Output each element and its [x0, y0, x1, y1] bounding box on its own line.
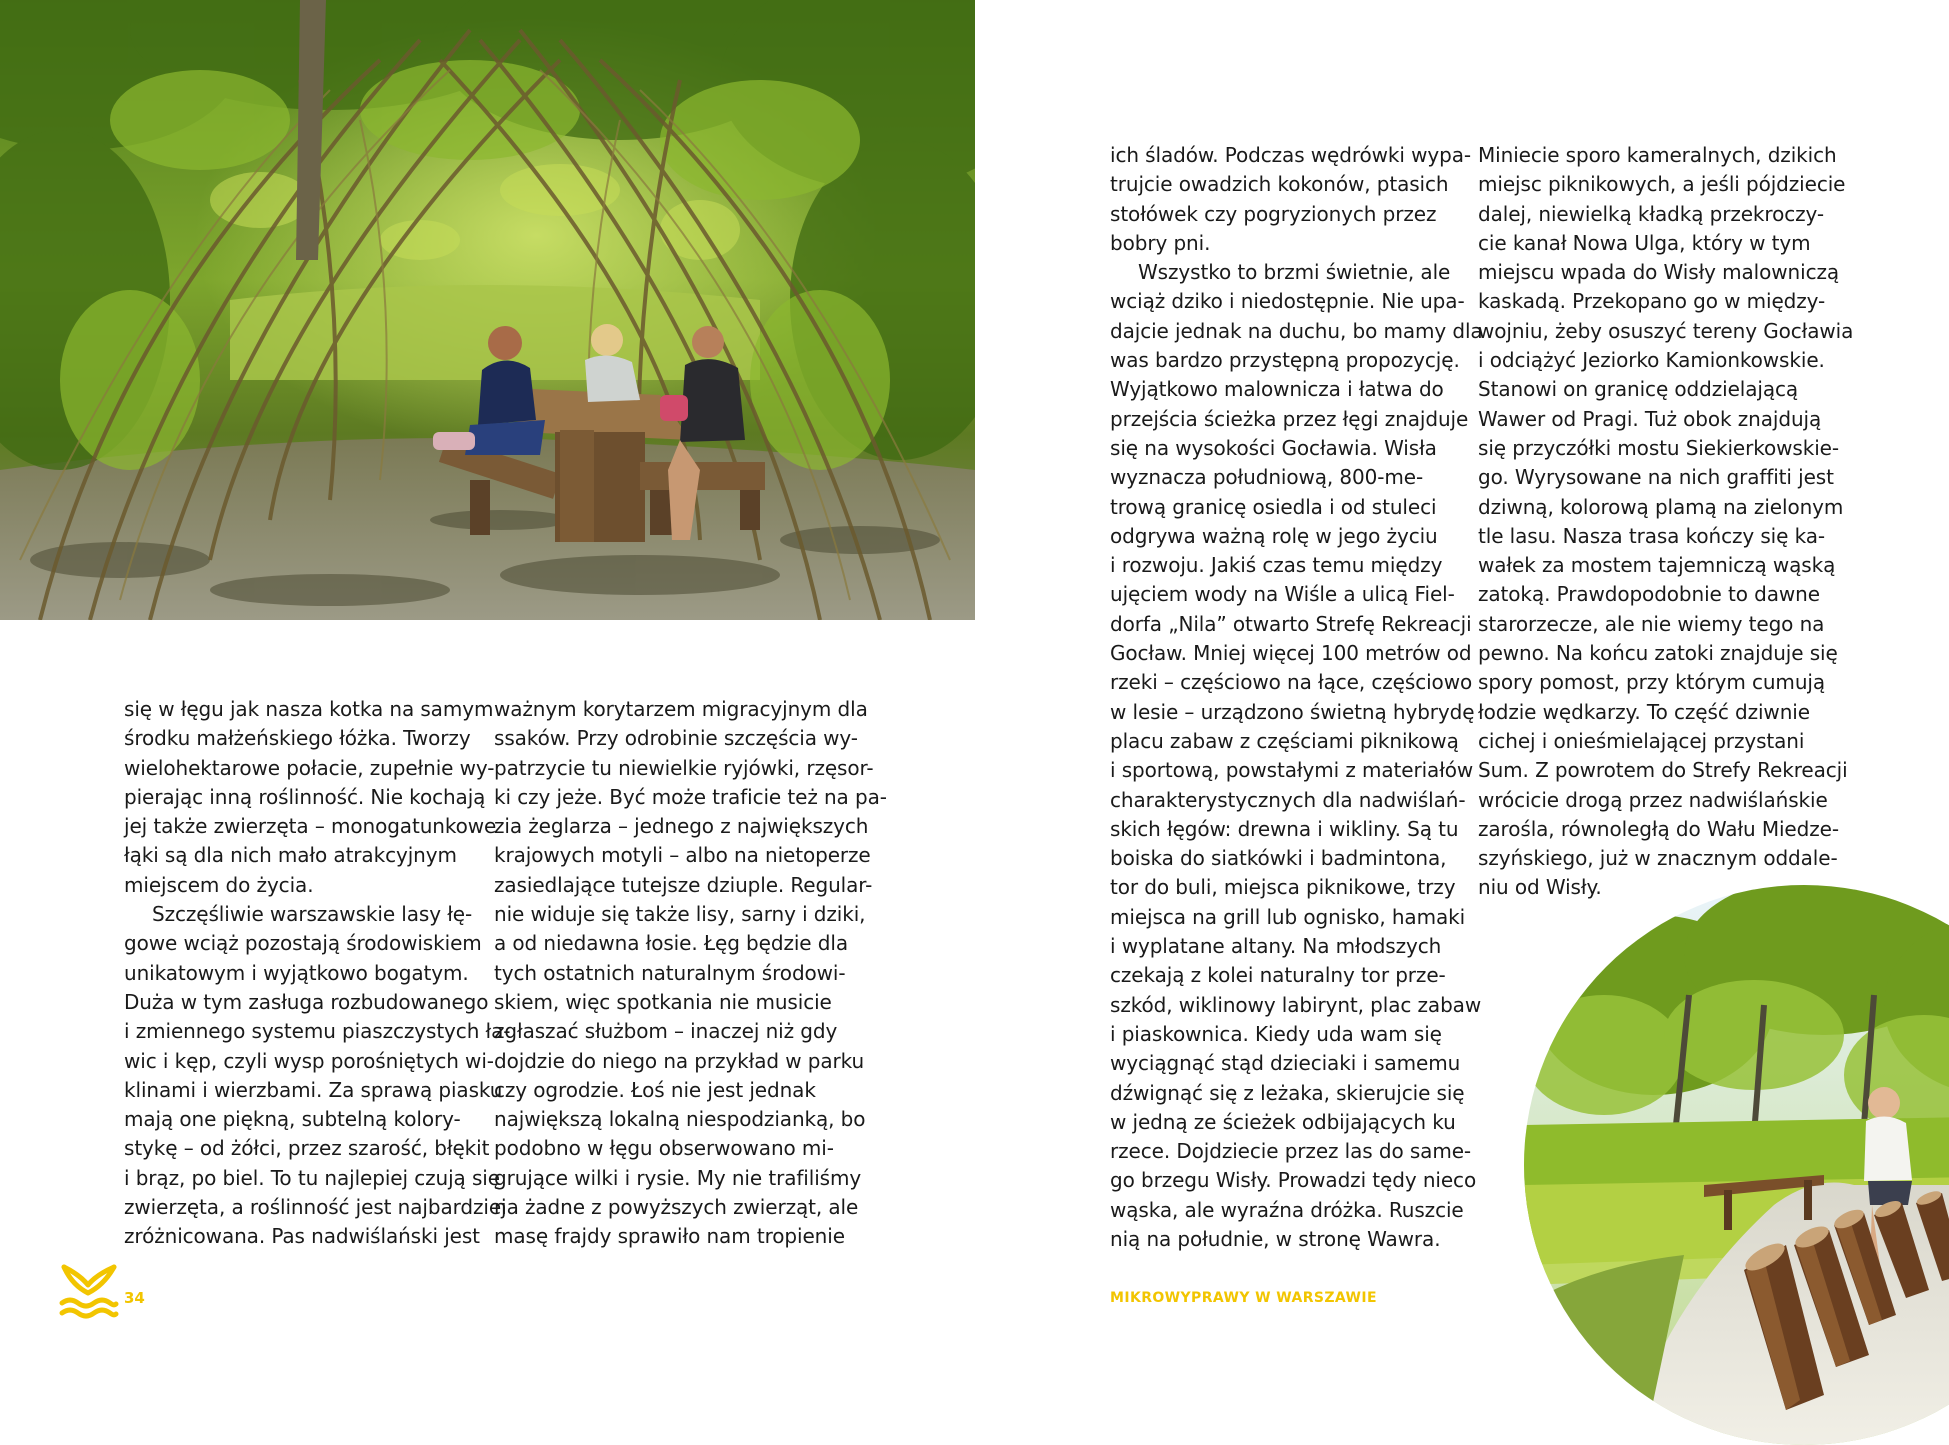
text-line: patrzycie tu niewielkie ryjówki, rzęsor- — [494, 755, 874, 780]
text-line: i piaskownica. Kiedy uda wam się — [1110, 1021, 1442, 1046]
text-line: dźwignąć się z leżaka, skierujcie się — [1110, 1080, 1465, 1105]
text-line: wałek za mostem tajemniczą wąską — [1478, 553, 1836, 578]
catfish-tail-waves-icon — [58, 1263, 120, 1323]
text-line: Wyjątkowo malownicza i łatwa do — [1110, 377, 1444, 402]
text-line: dorfa „Nila” otwarto Strefę Rekreacji — [1110, 611, 1472, 636]
text-line: masę frajdy sprawiło nam tropienie — [494, 1224, 845, 1249]
text-line: tych ostatnich naturalnym środowi- — [494, 960, 846, 985]
text-line: go. Wyrysowane na nich graffiti jest — [1478, 465, 1834, 490]
text-line: wojniu, żeby osuszyć tereny Gocławia — [1478, 318, 1854, 343]
text-line: łodzie wędkarzy. To część dziwnie — [1478, 699, 1810, 724]
text-line: największą lokalną niespodzianką, bo — [494, 1107, 866, 1132]
text-line: i rozwoju. Jakiś czas temu między — [1110, 553, 1443, 578]
text-line: nie widuje się także lisy, sarny i dziki, — [494, 902, 866, 927]
text-line: się przyczółki mostu Siekierkowskie- — [1478, 435, 1839, 460]
text-line: miejscu wpada do Wisły malowniczą — [1478, 260, 1840, 285]
text-column-2 — [494, 695, 887, 1252]
text-line: Wawer od Pragi. Tuż obok znajdują — [1478, 406, 1822, 431]
text-column-1 — [124, 695, 511, 1252]
text-line: stołówek czy pogryzionych przez — [1110, 201, 1437, 226]
text-line: wrócicie drogą przez nadwiślańskie — [1478, 787, 1828, 812]
text-line: cie kanał Nowa Ulga, który w tym — [1478, 230, 1811, 255]
text-line: wielohektarowe połacie, zupełnie wy- — [124, 755, 495, 780]
text-line: na żadne z powyższych zwierząt, ale — [494, 1195, 859, 1220]
text-line: klinami i wierzbami. Za sprawą piasku — [124, 1077, 503, 1102]
text-line: zróżnicowana. Pas nadwiślański jest — [124, 1224, 480, 1249]
text-column-3 — [1110, 141, 1483, 1254]
willow-gazebo-picnic-photo — [0, 0, 975, 620]
text-line: skiem, więc spotkania nie musicie — [494, 989, 832, 1014]
text-line: bobry pni. — [1110, 230, 1211, 255]
text-line: zwierzęta, a roślinność jest najbardziej — [124, 1195, 507, 1220]
text-line: wic i kęp, czyli wysp porośniętych wi- — [124, 1048, 494, 1073]
text-line: się w łęgu jak nasza kotka na samym — [124, 697, 494, 721]
text-line: rzeki – częściowo na łące, częściowo — [1110, 670, 1473, 695]
text-line: szkód, wiklinowy labirynt, plac zabaw — [1110, 992, 1482, 1017]
text-line: tle lasu. Nasza trasa kończy się ka- — [1478, 523, 1825, 548]
text-line: przejścia ścieżka przez łęgi znajduje — [1110, 406, 1469, 431]
text-line: wciąż dziko i niedostępnie. Nie upa- — [1110, 289, 1465, 314]
text-line: Szczęśliwie warszawskie lasy łę- — [152, 902, 473, 927]
text-line: dziwną, kolorową plamą na zielonym — [1478, 494, 1844, 519]
text-line: go brzegu Wisły. Prowadzi tędy nieco — [1110, 1168, 1477, 1193]
text-line: gowe wciąż pozostają środowiskiem — [124, 931, 482, 956]
text-line: grujące wilki i rysie. My nie trafiliśmy — [494, 1165, 862, 1190]
text-line: niu od Wisły. — [1478, 875, 1602, 900]
page-number: 34 — [124, 1289, 145, 1307]
text-line: Duża w tym zasługa rozbudowanego — [124, 989, 489, 1014]
text-line: i sportową, powstałymi z materiałów — [1110, 758, 1474, 783]
text-line: dajcie jednak na duchu, bo mamy dla — [1110, 318, 1483, 343]
text-column-4 — [1478, 141, 1854, 903]
text-line: dojdzie do niego na przykład w parku — [494, 1048, 865, 1073]
text-line: pierając inną roślinność. Nie kochają — [124, 784, 486, 809]
text-line: tor do buli, miejsca piknikowe, trzy — [1110, 875, 1456, 900]
text-line: czekają z kolei naturalny tor prze- — [1110, 963, 1446, 988]
text-line: podobno w łęgu obserwowano mi- — [494, 1136, 834, 1161]
text-line: miejsca na grill lub ognisko, hamaki — [1110, 904, 1466, 929]
text-line: miejscem do życia. — [124, 872, 314, 897]
text-line: Gocław. Mniej więcej 100 metrów od — [1110, 641, 1472, 666]
text-line: wyznacza południową, 800-me- — [1110, 465, 1424, 490]
text-line: trujcie owadzich kokonów, ptasich — [1110, 172, 1449, 197]
text-line: zatoką. Prawdopodobnie to dawne — [1478, 582, 1820, 607]
text-line: Wszystko to brzmi świetnie, ale — [1138, 260, 1451, 285]
text-line: pewno. Na końcu zatoki znajduje się — [1478, 641, 1838, 666]
text-line: odgrywa ważną rolę w jego życiu — [1110, 523, 1438, 548]
text-line: mają one piękną, subtelną kolory- — [124, 1107, 461, 1132]
text-line: zgłaszać służbom – inaczej niż gdy — [494, 1019, 838, 1044]
text-line: ich śladów. Podczas wędrówki wypa- — [1110, 143, 1471, 167]
text-line: i brąz, po biel. To tu najlepiej czują się — [124, 1165, 500, 1190]
text-line: was bardzo przystępną propozycję. — [1110, 348, 1460, 373]
text-line: ujęciem wody na Wiśle a ulicą Fiel- — [1110, 582, 1455, 607]
text-line: zasiedlające tutejsze dziuple. Regular- — [494, 872, 873, 897]
text-line: charakterystycznych dla nadwiślań- — [1110, 787, 1466, 812]
text-line: zarośla, równoległą do Wału Miedze- — [1478, 816, 1839, 841]
text-line: wyciągnąć stąd dzieciaki i samemu — [1110, 1051, 1461, 1076]
text-line: i odciążyć Jeziorko Kamionkowskie. — [1478, 348, 1825, 373]
text-line: nią na południe, w stronę Wawra. — [1110, 1226, 1441, 1251]
text-line: trową granicę osiedla i od stuleci — [1110, 494, 1437, 519]
text-line: unikatowym i wyjątkowo bogatym. — [124, 960, 469, 985]
text-line: wąska, ale wyraźna dróżka. Ruszcie — [1110, 1197, 1464, 1222]
text-line: cichej i onieśmielającej przystani — [1478, 728, 1805, 753]
text-line: dalej, niewielką kładką przekroczy- — [1478, 201, 1825, 226]
text-line: się na wysokości Gocławia. Wisła — [1110, 435, 1437, 460]
text-line: łąki są dla nich mało atrakcyjnym — [124, 843, 457, 868]
text-line: placu zabaw z częściami piknikową — [1110, 728, 1459, 753]
text-line: boiska do siatkówki i badmintona, — [1110, 846, 1447, 871]
text-line: Miniecie sporo kameralnych, dzikich — [1478, 143, 1837, 167]
text-line: stykę – od żółci, przez szarość, błękit — [124, 1136, 490, 1161]
text-line: a od niedawna łosie. Łęg będzie dla — [494, 931, 848, 956]
text-line: skich łęgów: drewna i wikliny. Są tu — [1110, 816, 1459, 841]
text-line: rzece. Dojdziecie przez las do same- — [1110, 1139, 1472, 1164]
text-line: Sum. Z powrotem do Strefy Rekreacji — [1478, 758, 1848, 783]
text-line: ważnym korytarzem migracyjnym dla — [494, 697, 868, 721]
text-line: i zmiennego systemu piaszczystych ła- — [124, 1019, 511, 1044]
text-line: kaskadą. Przekopano go w między- — [1478, 289, 1826, 314]
text-line: krajowych motyli – albo na nietoperze — [494, 843, 871, 868]
text-line: w jedną ze ścieżek odbijających ku — [1110, 1109, 1456, 1134]
text-line: ki czy jeże. Być może traficie też na pa- — [494, 784, 887, 809]
text-line: jej także zwierzęta – monogatunkowe — [124, 814, 497, 839]
text-line: w lesie – urządzono świetną hybrydę — [1110, 699, 1475, 724]
text-line: zia żeglarza – jednego z największych — [494, 814, 869, 839]
text-line: starorzecze, ale nie wiemy tego na — [1478, 611, 1825, 636]
running-head: MIKROWYPRAWY W WARSZAWIE — [1110, 1290, 1377, 1306]
text-line: miejsc piknikowych, a jeśli pójdziecie — [1478, 172, 1846, 197]
text-line: szyńskiego, już w znacznym oddale- — [1478, 846, 1838, 871]
text-line: Stanowi on granicę oddzielającą — [1478, 377, 1799, 402]
text-line: spory pomost, przy którym cumują — [1478, 670, 1826, 695]
text-line: ssaków. Przy odrobinie szczęścia wy- — [494, 726, 858, 751]
text-line: środku małżeńskiego łóżka. Tworzy — [124, 726, 471, 751]
text-line: czy ogrodzie. Łoś nie jest jednak — [494, 1077, 816, 1102]
text-line: i wyplatane altany. Na młodszych — [1110, 934, 1442, 959]
